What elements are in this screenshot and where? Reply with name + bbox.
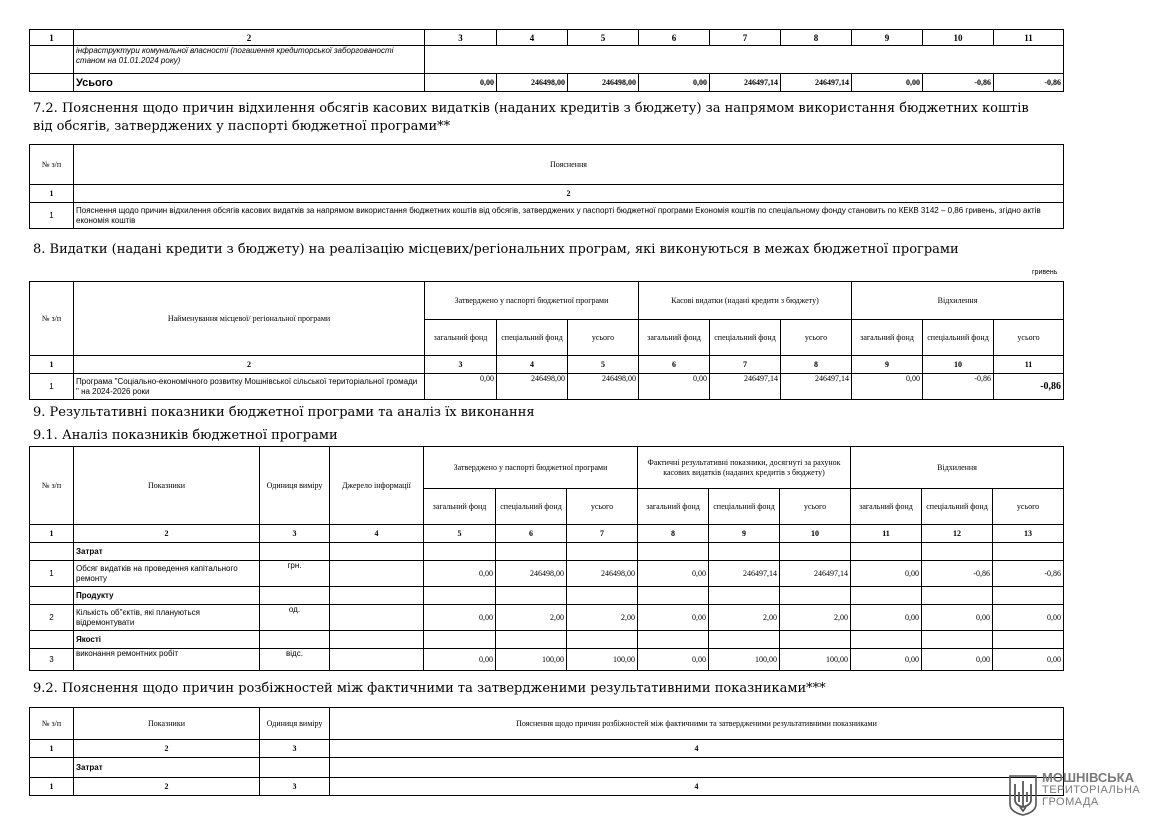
col-num: 2 [74, 185, 1064, 203]
unit-cell: відс. [260, 649, 330, 671]
col-num: 5 [424, 525, 496, 543]
logo-line-1: МОШНІВСЬКА [1042, 770, 1134, 785]
col-num: 1 [30, 740, 74, 758]
col-num: 2 [74, 778, 260, 796]
col-num: 9 [852, 356, 923, 374]
header-total: усього [567, 489, 638, 525]
header-number: № з/п [30, 145, 74, 185]
header-general-fund: загальний фонд [851, 489, 922, 525]
header-special-fund: спеціальний фонд [496, 489, 567, 525]
total-value: 246497,14 [781, 74, 852, 92]
row-number: 2 [30, 605, 74, 631]
value-cell: 0,00 [851, 649, 922, 671]
header-number: № з/п [30, 708, 74, 740]
col-num: 6 [639, 356, 710, 374]
group-heading: Продукту [74, 587, 260, 605]
row-text: інфраструктури комунальної власності (погашення кредиторської заборгованості станом на 01.01.2024 року) [74, 46, 425, 74]
value-cell: 0,00 [424, 605, 496, 631]
header-approved: Затверджено у паспорті бюджетної програми [424, 447, 638, 489]
row-number: 1 [30, 203, 74, 229]
col-num: 4 [497, 30, 568, 46]
col-num: 5 [568, 30, 639, 46]
section-9-1-title: 9.1. Аналіз показників бюджетної програми [33, 428, 338, 443]
header-total: усього [568, 320, 639, 356]
value-cell: 2,00 [567, 605, 638, 631]
unit-label: гривень [1032, 269, 1058, 276]
value-cell: 246498,00 [496, 561, 567, 587]
table-indicators [29, 446, 1064, 671]
value-cell: -0,86 [994, 374, 1064, 400]
value-cell: 246498,00 [568, 374, 639, 400]
header-general-fund: загальний фонд [424, 489, 496, 525]
header-unit: Одиниця виміру [260, 708, 330, 740]
section-9-2-title: 9.2. Пояснення щодо причин розбіжностей між фактичними та затвердженими результативними показниками*** [33, 681, 826, 696]
value-cell: 2,00 [709, 605, 780, 631]
col-num: 9 [709, 525, 780, 543]
value-cell: 100,00 [780, 649, 851, 671]
col-num: 1 [30, 30, 74, 46]
value-cell: 246497,14 [709, 561, 780, 587]
header-total: усього [780, 489, 851, 525]
col-num: 4 [497, 356, 568, 374]
header-approved: Затверджено у паспорті бюджетної програми [425, 282, 639, 320]
col-num: 1 [30, 778, 74, 796]
col-num: 9 [852, 30, 923, 46]
value-cell: -0,86 [923, 374, 994, 400]
value-cell: 0,00 [638, 561, 709, 587]
section-9-title: 9. Результативні показники бюджетної програми та аналіз їх виконання [33, 405, 535, 420]
section-7-2-title: 7.2. Пояснення щодо причин відхилення обсягів касових видатків (наданих кредитів з бюджету) за напрямом використання бюджетних коштів від обсягів, затверджених у паспорті бюджетної програми** [33, 101, 1029, 134]
header-general-fund: загальний фонд [852, 320, 923, 356]
col-num: 3 [425, 30, 497, 46]
value-cell: 0,00 [424, 649, 496, 671]
value-cell: 100,00 [709, 649, 780, 671]
col-num: 3 [260, 740, 330, 758]
value-cell: 246498,00 [497, 374, 568, 400]
header-general-fund: загальний фонд [638, 489, 709, 525]
value-cell: 0,00 [424, 561, 496, 587]
group-heading: Затрат [74, 543, 260, 561]
table-local-programs [29, 281, 1064, 400]
value-cell: 0,00 [852, 374, 923, 400]
table-deviation-explanation [29, 144, 1064, 229]
header-program-name: Найменування місцевої/ регіональної програми [74, 282, 425, 356]
col-num: 3 [260, 778, 330, 796]
col-num: 11 [994, 356, 1064, 374]
col-num: 13 [993, 525, 1064, 543]
row-number: 1 [30, 561, 74, 587]
header-number: № з/п [30, 282, 74, 356]
col-num: 10 [780, 525, 851, 543]
total-value: 246498,00 [497, 74, 568, 92]
table-continuation [29, 29, 1064, 92]
total-label: Усього [74, 74, 425, 92]
col-num: 8 [781, 30, 852, 46]
col-num: 6 [639, 30, 710, 46]
header-special-fund: спеціальний фонд [922, 489, 993, 525]
col-num: 10 [923, 356, 994, 374]
header-special-fund: спеціальний фонд [710, 320, 781, 356]
program-name: Програма "Соціально-економічного розвитку Мошнівської сільської територіальної громади " на 2024-2026 роки [74, 374, 425, 400]
total-value: 0,00 [639, 74, 710, 92]
value-cell: 100,00 [496, 649, 567, 671]
value-cell: 100,00 [567, 649, 638, 671]
value-cell: 2,00 [780, 605, 851, 631]
trident-icon [1008, 774, 1038, 816]
col-num: 4 [330, 740, 1064, 758]
col-num: 11 [851, 525, 922, 543]
col-num: 12 [922, 525, 993, 543]
header-total: усього [993, 489, 1064, 525]
row-number: 3 [30, 649, 74, 671]
indicator-name: Кількість об"єктів, які плануються відремонтувати [74, 605, 260, 631]
col-num: 1 [30, 185, 74, 203]
unit-cell: од. [260, 605, 330, 631]
col-num: 2 [74, 356, 425, 374]
col-num: 3 [425, 356, 497, 374]
value-cell: 246497,14 [710, 374, 781, 400]
header-number: № з/п [30, 447, 74, 525]
explanation-text: Пояснення щодо причин відхилення обсягів касових видатків за напрямом використання бюджетних коштів від обсягів, затверджених у паспорті бюджетної програми Економія коштів по спеціальному фонду становить по КЕКВ 3142 – 0,86 гривень, згідно актів економія коштів [74, 203, 1064, 229]
row-number: 1 [30, 374, 74, 400]
value-cell: 2,00 [496, 605, 567, 631]
header-source: Джерело інформації [330, 447, 424, 525]
table-indicator-discrepancies [29, 707, 1064, 796]
col-num: 2 [74, 30, 425, 46]
total-value: 0,00 [852, 74, 923, 92]
header-special-fund: спеціальний фонд [497, 320, 568, 356]
col-num: 2 [74, 525, 260, 543]
col-num: 8 [638, 525, 709, 543]
col-num: 7 [710, 30, 781, 46]
col-num: 11 [994, 30, 1064, 46]
col-num: 8 [781, 356, 852, 374]
value-cell: 246497,14 [780, 561, 851, 587]
group-heading: Якості [74, 631, 260, 649]
header-deviation: Відхилення [852, 282, 1064, 320]
header-cash-expenses: Касові видатки (надані кредити з бюджету) [639, 282, 852, 320]
total-value: -0,86 [994, 74, 1064, 92]
col-num: 7 [567, 525, 638, 543]
value-cell: 246497,14 [781, 374, 852, 400]
community-logo [1008, 772, 1158, 818]
value-cell: 0,00 [638, 649, 709, 671]
logo-line-3: ГРОМАДА [1042, 796, 1099, 808]
value-cell: 0,00 [993, 649, 1064, 671]
value-cell: -0,86 [922, 561, 993, 587]
indicator-name: виконання ремонтних робіт [74, 649, 260, 671]
value-cell: 0,00 [639, 374, 710, 400]
header-actual: Фактичні результативні показники, досягнуті за рахунок касових видатків (наданих кредитів з бюджету) [638, 447, 851, 489]
col-num: 4 [330, 778, 1064, 796]
value-cell: -0,86 [993, 561, 1064, 587]
group-heading: Затрат [74, 758, 260, 778]
col-num: 3 [260, 525, 330, 543]
value-cell: 246498,00 [567, 561, 638, 587]
total-value: 246498,00 [568, 74, 639, 92]
header-total: усього [781, 320, 852, 356]
value-cell: 0,00 [851, 605, 922, 631]
value-cell: 0,00 [425, 374, 497, 400]
value-cell: 0,00 [922, 649, 993, 671]
header-deviation: Відхилення [851, 447, 1064, 489]
col-num: 1 [30, 525, 74, 543]
header-explanation: Пояснення щодо причин розбіжностей між фактичними та затвердженими результативними показниками [330, 708, 1064, 740]
value-cell: 0,00 [922, 605, 993, 631]
col-num: 6 [496, 525, 567, 543]
header-unit: Одиниця виміру [260, 447, 330, 525]
header-general-fund: загальний фонд [639, 320, 710, 356]
header-explanation: Пояснення [74, 145, 1064, 185]
indicator-name: Обсяг видатків на проведення капітального ремонту [74, 561, 260, 587]
col-num: 5 [568, 356, 639, 374]
col-num: 2 [74, 740, 260, 758]
value-cell: 0,00 [993, 605, 1064, 631]
header-indicators: Показники [74, 447, 260, 525]
value-cell: 0,00 [638, 605, 709, 631]
header-special-fund: спеціальний фонд [709, 489, 780, 525]
header-special-fund: спеціальний фонд [923, 320, 994, 356]
header-total: усього [994, 320, 1064, 356]
logo-line-2: ТЕРИТОРІАЛЬНА [1042, 784, 1141, 796]
total-value: 246497,14 [710, 74, 781, 92]
col-num: 4 [330, 525, 424, 543]
col-num: 10 [923, 30, 994, 46]
header-general-fund: загальний фонд [425, 320, 497, 356]
total-value: -0,86 [923, 74, 994, 92]
section-8-title: 8. Видатки (надані кредити з бюджету) на реалізацію місцевих/регіональних програм, які виконуються в межах бюджетної програми [33, 242, 959, 257]
col-num: 7 [710, 356, 781, 374]
value-cell: 0,00 [851, 561, 922, 587]
unit-cell: грн. [260, 561, 330, 587]
total-value: 0,00 [425, 74, 497, 92]
header-indicators: Показники [74, 708, 260, 740]
col-num: 1 [30, 356, 74, 374]
